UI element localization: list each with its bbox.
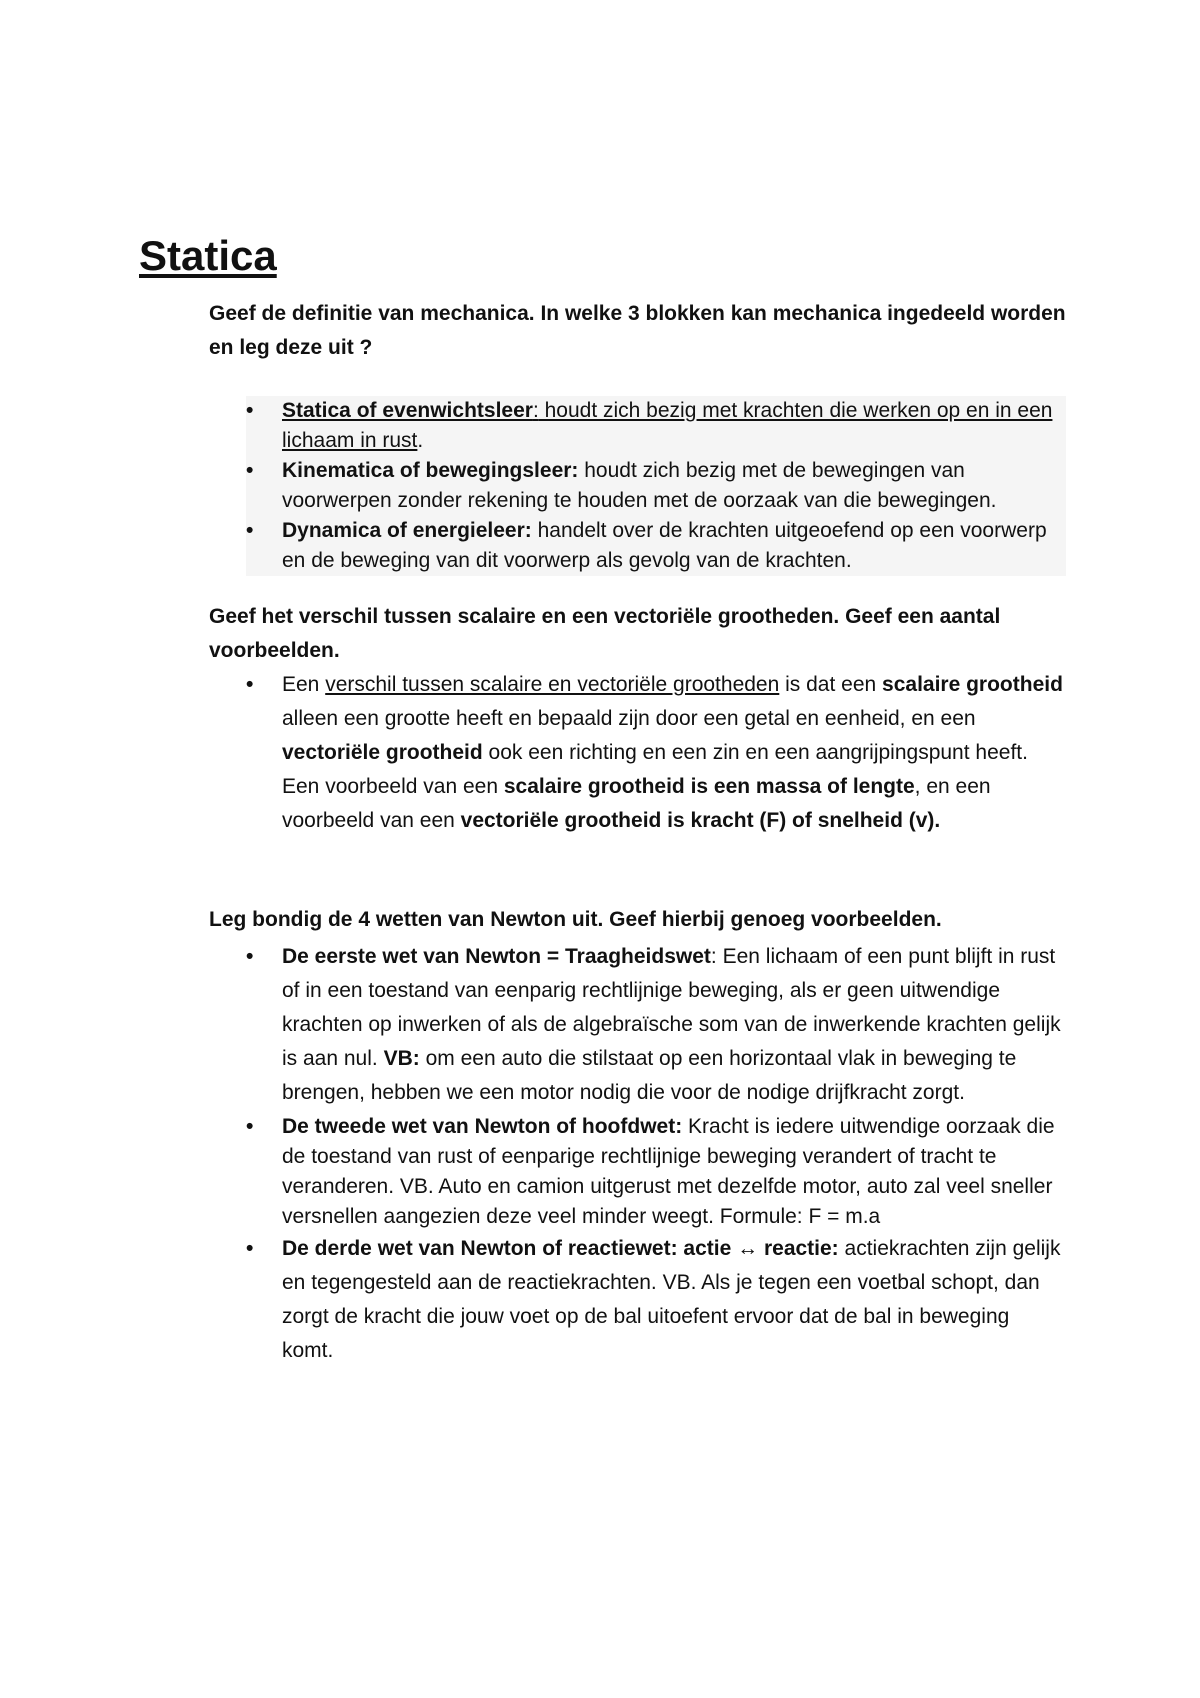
list-item-text: houdt zich bezig met de bewegingen van voorwerpen zonder rekening te houden met de oorzaak van die bewegingen. (282, 459, 997, 512)
page-title: Statica (139, 232, 277, 279)
text-segment: ook een richting en een zin en een aangrijpingspunt heeft. Een voorbeeld van een (282, 741, 1028, 798)
text-segment: , en een voorbeeld van een (282, 775, 991, 832)
list-item (246, 668, 1066, 838)
bullet-icon: • (246, 399, 254, 422)
list-item (246, 456, 1066, 516)
list-item-text: om een auto die stilstaat op een horizontaal vlak in beweging te brengen, hebben we een motor nodig die voor de nodige drijfkracht zorgt. (282, 1047, 1017, 1104)
list-item-term: Dynamica of energieleer: (282, 519, 532, 542)
list-item-text: houdt zich bezig met krachten die werken op en in een lichaam in rust (282, 399, 1053, 452)
bold-term: scalaire grootheid (882, 673, 1063, 696)
list-item-separator: : (532, 399, 539, 422)
bold-term: scalaire grootheid is een massa of lengte (503, 775, 915, 798)
underlined-term: verschil tussen scalaire en vectoriële grootheden (325, 673, 780, 696)
list-item-term: Statica of evenwichtsleer (282, 399, 533, 422)
list-item-term: De tweede wet van Newton of hoofdwet: (282, 1115, 683, 1138)
list-item-text: Kracht is iedere uitwendige oorzaak die de toestand van rust of eenparige rechtlijnige beweging verandert of tracht te veranderen. VB. Auto en camion uitgerust met dezelfde motor, auto zal veel sneller versnellen aangezien deze veel minder weegt. Formule: F = m.a (282, 1115, 1055, 1228)
mechanica-blocks-list (246, 396, 1066, 576)
list-item-term: De derde wet van Newton of reactiewet: actie ↔ reactie: (282, 1237, 839, 1260)
list-item (246, 516, 1066, 576)
list-item (246, 1112, 1066, 1232)
bullet-icon: • (246, 673, 254, 696)
grootheden-list (246, 668, 1066, 838)
list-item (246, 1232, 1066, 1368)
bold-term: vectoriële grootheid (282, 741, 483, 764)
bullet-icon: • (246, 1237, 254, 1260)
question-grootheden: Geef het verschil tussen scalaire en een vectoriële grootheden. Geef een aantal voorbeelden. (209, 605, 1001, 662)
list-item-text: handelt over de krachten uitgeoefend op een voorwerp en de beweging van dit voorwerp als gevolg van de krachten. (282, 519, 1047, 572)
question-mechanica: Geef de definitie van mechanica. In welke 3 blokken kan mechanica ingedeeld worden en leg deze uit ? (209, 302, 1066, 359)
list-item (246, 396, 1066, 456)
question-newton: Leg bondig de 4 wetten van Newton uit. Geef hierbij genoeg voorbeelden. (209, 908, 942, 931)
bullet-icon: • (246, 459, 254, 482)
list-item (246, 940, 1066, 1110)
bold-term: vectoriële grootheid is kracht (F) of snelheid (v). (460, 809, 941, 832)
bullet-icon: • (246, 1115, 254, 1138)
list-item-end: . (417, 429, 424, 452)
list-item-term: De eerste wet van Newton = Traagheidswet (282, 945, 711, 968)
list-item-text: actiekrachten zijn gelijk en tegengesteld aan de reactiekrachten. VB. Als je tegen een voetbal schopt, dan zorgt de kracht die jouw voet op de bal uitoefent ervoor dat de bal in beweging komt. (282, 1237, 1061, 1362)
text-segment: is dat een (779, 673, 883, 696)
text-segment: Een (282, 673, 326, 696)
bullet-icon: • (246, 519, 254, 542)
bullet-icon: • (246, 945, 254, 968)
list-item-text: : Een lichaam of een punt blijft in rust of in een toestand van eenparig rechtlijnige beweging, als er geen uitwendige krachten op inwerken of als de algebraïsche som van de inwerkende krachten gelijk is aan nul. (282, 945, 1061, 1070)
text-segment: alleen een grootte heeft en bepaald zijn door een getal en eenheid, en een (282, 707, 976, 730)
newton-laws-list (246, 940, 1066, 1368)
list-item-term: Kinematica of bewegingsleer: (282, 459, 579, 482)
list-item-term: VB: (383, 1047, 420, 1070)
list-item-underlined (282, 399, 1052, 452)
